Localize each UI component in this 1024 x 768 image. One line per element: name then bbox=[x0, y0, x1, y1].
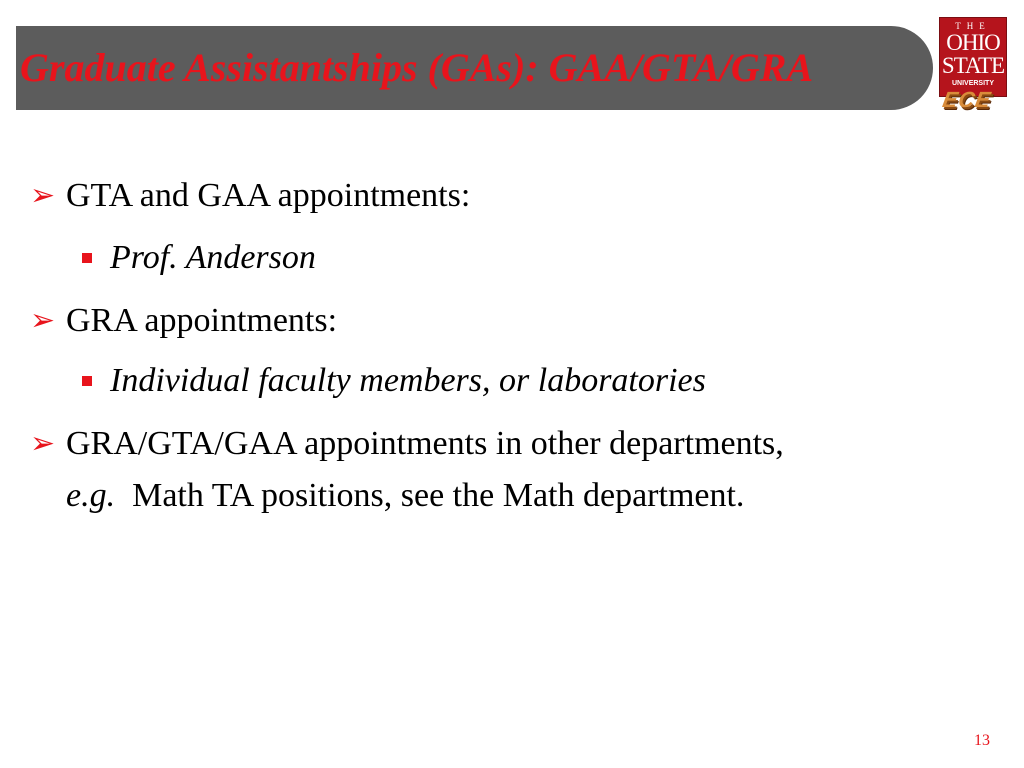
osu-ece-logo bbox=[937, 15, 1017, 111]
logo-the: THE bbox=[955, 21, 991, 31]
slide-title: Graduate Assistantships (GAs): GAA/GTA/GRA bbox=[20, 45, 814, 90]
bullet-text: GRA/GTA/GAA appointments in other departments, bbox=[66, 425, 784, 462]
logo-university: UNIVERSITY bbox=[951, 80, 994, 87]
logo-ece: ECE bbox=[940, 87, 994, 112]
bullet-text: GRA appointments: bbox=[66, 302, 338, 339]
square-bullet-icon bbox=[82, 376, 92, 386]
sub-bullet-text: Prof. Anderson bbox=[110, 239, 316, 276]
square-bullet-icon bbox=[82, 253, 92, 263]
eg-abbrev: e.g. bbox=[66, 477, 116, 514]
arrow-bullet-icon: ➢ bbox=[30, 304, 56, 337]
bullet-text-rest: Math TA positions, see the Math department. bbox=[115, 477, 745, 514]
arrow-bullet-icon: ➢ bbox=[30, 179, 56, 212]
logo-box bbox=[939, 17, 1007, 97]
logo-state: STATE bbox=[941, 53, 1005, 78]
bullet-text: GTA and GAA appointments: bbox=[66, 177, 471, 214]
bullet-text-line2 bbox=[66, 476, 744, 516]
logo-ohio: OHIO bbox=[946, 30, 1000, 55]
page-number: 13 bbox=[974, 732, 990, 749]
sub-bullet-text: Individual faculty members, or laboratories bbox=[110, 362, 706, 399]
arrow-bullet-icon: ➢ bbox=[30, 427, 56, 460]
